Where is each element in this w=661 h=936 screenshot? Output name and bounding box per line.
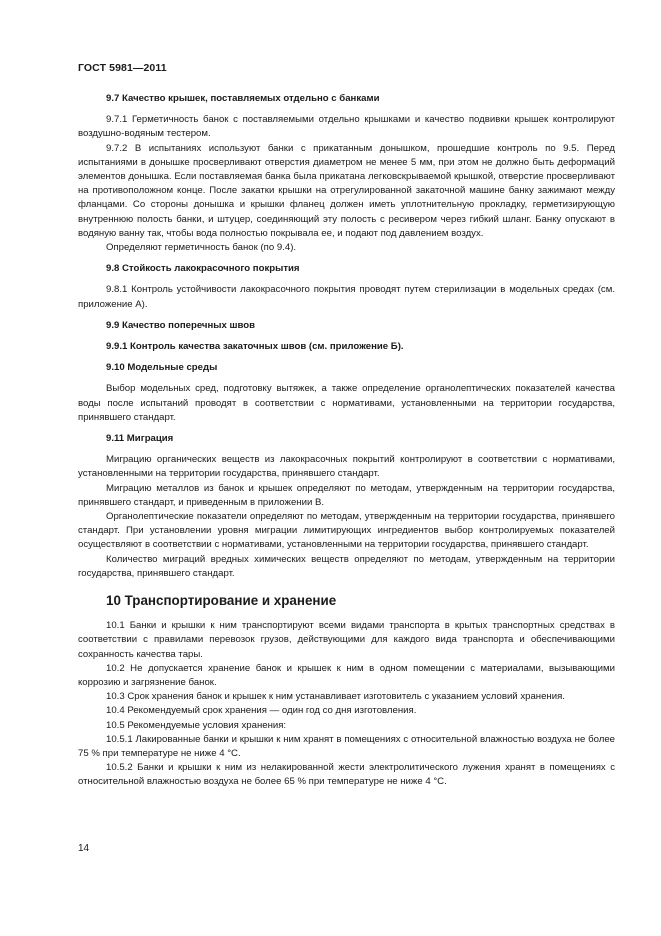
- paragraph: 10.4 Рекомендуемый срок хранения — один год со дня изготовления.: [106, 705, 417, 717]
- subsection-heading: 9.9.1 Контроль качества закаточных швов (см. приложение Б).: [106, 341, 404, 353]
- section-heading: 10 Транспортирование и хранение: [106, 593, 337, 609]
- paragraph: Выбор модельных сред, подготовку вытяжек, а также определение органолептических показателей качества воды после испытаний проводят в соответствии с нормативами, установленными на территории государства, принявшего стандарт.: [78, 383, 615, 423]
- paragraph: 9.7.1 Герметичность банок с поставляемыми отдельно крышками и качество подвивки крышек контролируют воздушно-водяным тестером.: [78, 114, 615, 140]
- paragraph: Органолептические показатели определяют по методам, утвержденным на территории государства, принявшего стандарт. При установлении уровня миграции лимитирующих ингредиентов выбор контролируемых показателей осуществляют в соответствии с нормативами, установленными на территории государства, принявшего стандарт.: [78, 511, 615, 551]
- subsection-heading: 9.10 Модельные среды: [106, 362, 218, 374]
- paragraph: Миграцию органических веществ из лакокрасочных покрытий контролируют в соответствии с нормативами, установленными на территории государства, принявшего стандарт.: [78, 454, 615, 480]
- paragraph: 10.2 Не допускается хранение банок и крышек к ним в одном помещении с материалами, вызывающими коррозию и загрязнение банок.: [78, 662, 615, 688]
- paragraph: 10.3 Срок хранения банок и крышек к ним устанавливает изготовитель с указанием условий хранения.: [106, 691, 565, 703]
- subsection-heading: 9.11 Миграция: [106, 433, 174, 445]
- section-gap: [78, 425, 615, 432]
- paragraph: 9.7.2 В испытаниях используют банки с прикатанным донышком, прошедшие контроль по 9.5. Перед испытаниями в донышке просверливают отверстия диаметром не менее 5 мм, при этом не должно быть деформаций элементов донышка. Если поставляемая банка была прикатана легковскрываемой крышкой, отверстие просверливают на противоположном конце. После закатки крышки на отрегулированной закаточной машине банку зажимают между фланцами. Со стороны донышка и крышки фланец должен иметь уплотнительную прокладку, герметизирующую внутреннюю полость банки, и штуцер, соединяющий эту полость с ресивером через гибкий шланг. Банку опускают в водяную ванну так, чтобы вода полностью покрывала ее, и подают под давлением воздух.: [78, 142, 615, 239]
- section-gap: [78, 255, 615, 262]
- subsection-heading: 9.8 Стойкость лакокрасочного покрытия: [106, 263, 300, 275]
- subsection-heading: 9.7 Качество крышек, поставляемых отдельно с банками: [106, 93, 380, 104]
- paragraph: 10.5 Рекомендуемые условия хранения:: [106, 719, 287, 731]
- subsection-heading: 9.9 Качество поперечных швов: [106, 319, 256, 331]
- paragraph: 10.5.2 Банки и крышки к ним из нелакированной жести электролитического лужения хранят в помещениях с относительной влажностью воздуха не более 65 % при температуре не ниже 4 °С.: [78, 762, 615, 788]
- paragraph: Количество миграций вредных химических веществ определяют по методам, утвержденным на территории государства, принявшего стандарт.: [78, 553, 615, 579]
- paragraph: 10.1 Банки и крышки к ним транспортируют всеми видами транспорта в крытых транспортных средствах в соответствии с правилами перевозок грузов, действующими для каждого вида транспорта и обеспечивающими сохранность качества тары.: [78, 620, 615, 660]
- paragraph: Миграцию металлов из банок и крышек определяют по методам, утвержденным на территории государства, принявшего стандарт, и приведенным в приложении В.: [78, 482, 615, 508]
- paragraph: 10.5.1 Лакированные банки и крышки к ним хранят в помещениях с относительной влажностью воздуха не более 75 % при температуре не ниже 4 °С.: [78, 733, 615, 759]
- section-gap: [78, 312, 615, 319]
- paragraph: 9.8.1 Контроль устойчивости лакокрасочного покрытия проводят путем стерилизации в модельных средах (см. приложение А).: [78, 284, 615, 310]
- paragraph: Определяют герметичность банок (по 9.4).: [106, 242, 297, 254]
- document-body: [78, 92, 615, 790]
- page-number: 14: [78, 843, 90, 854]
- document-header: ГОСТ 5981—2011: [78, 62, 167, 74]
